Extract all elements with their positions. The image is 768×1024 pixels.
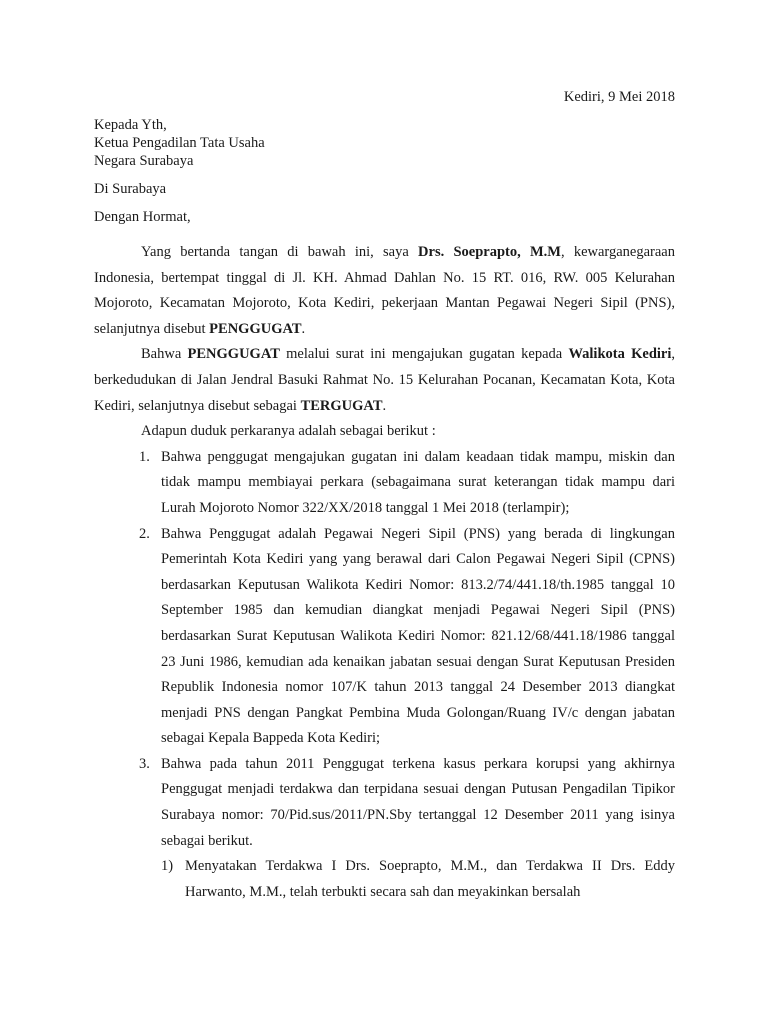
list-item-text: Bahwa penggugat mengajukan gugatan ini dalam keadaan tidak mampu, miskin dan tidak mampu membiayai perkara (sebagaimana surat keterangan tidak mampu dari Lurah Mojoroto Nomor 322/XX/2018 tanggal 1 Mei 2018 (terlampir); xyxy=(161,448,675,516)
recipient-city: Di Surabaya xyxy=(94,181,167,197)
letter-date: Kediri, 9 Mei 2018 xyxy=(563,89,675,105)
letter-body xyxy=(94,240,675,905)
greeting: Dengan Hormat, xyxy=(94,209,191,225)
paragraph-plaintiff xyxy=(94,240,675,342)
recipient-line-3: Negara Surabaya xyxy=(94,153,194,169)
plaintiff-term: PENGGUGAT xyxy=(209,320,302,337)
recipient-line-1: Kepada Yth, xyxy=(94,117,167,133)
list-item xyxy=(94,752,675,854)
para2-text-a: Bahwa xyxy=(141,346,188,363)
plaintiff-name: Drs. Soeprapto, M.M xyxy=(418,244,561,260)
para2-text-c: , berkedudukan di Jalan Jendral Basuki Rahmat No. 15 Kelurahan Pocanan, Kecamatan Kota, Kota Kediri, selanjutnya disebut sebagai xyxy=(94,346,675,414)
para1-text-b: , kewarganegaraan Indonesia, bertempat tinggal di Jl. KH. Ahmad Dahlan No. 15 RT. 016, RW. 005 Kelurahan Mojoroto, Kecamatan Mojoroto, Kota Kediri, pekerjaan Mantan Pegawai Negeri Sipil (PNS), selanjutnya disebut xyxy=(94,244,675,337)
case-intro: Adapun duduk perkaranya adalah sebagai berikut : xyxy=(141,423,436,440)
list-item-text: Bahwa pada tahun 2011 Penggugat terkena kasus perkara korupsi yang akhirnya Penggugat menjadi terdakwa dan terpidana sesuai dengan Putusan Pengadilan Tipikor Surabaya nomor: 70/Pid.sus/2011/PN.Sby tertanggal 12 Desember 2011 yang isinya sebagai berikut. xyxy=(161,755,675,849)
paragraph-defendant xyxy=(94,342,675,419)
para2-text-d: . xyxy=(382,397,387,414)
defendant-name: Walikota Kediri xyxy=(568,346,672,363)
para2-text-b: melalui surat ini mengajukan gugatan kepada xyxy=(279,346,569,363)
para1-text-c: . xyxy=(301,320,306,337)
list-item-text: Bahwa Penggugat adalah Pegawai Negeri Sipil (PNS) yang berada di lingkungan Pemerintah Kota Kediri yang yang berawal dari Calon Pegawai Negeri Sipil (CPNS) berdasarkan Keputusan Walikota Kediri Nomor: 813.2/74/441.18/th.1985 tanggal 10 September 1985 dan kemudian diangkat menjadi Pegawai Negeri Sipil (PNS) berdasarkan Surat Keputusan Walikota Kediri Nomor: 821.12/68/441.18/1986 tanggal 23 Juni 1986, kemudian ada kenaikan jabatan sesuai dengan Surat Keputusan Presiden Republik Indonesia nomor 107/K tahun 2013 tanggal 24 Desember 2013 diangkat menjadi PNS dengan Pangkat Pembina Muda Golongan/Ruang IV/c dengan jabatan sebagai Kepala Bappeda Kota Kediri; xyxy=(161,525,675,747)
plaintiff-term-2: PENGGUGAT xyxy=(187,346,280,363)
sub-list-item-number: 1) xyxy=(161,858,174,875)
list-item-number: 2. xyxy=(139,525,150,542)
para1-text-a: Yang bertanda tangan di bawah ini, saya xyxy=(141,244,419,260)
list-item-number: 3. xyxy=(139,755,150,772)
recipient-address xyxy=(94,116,265,170)
list-item xyxy=(94,522,675,752)
sub-list-item-text: Menyatakan Terdakwa I Drs. Soeprapto, M.M., dan Terdakwa II Drs. Eddy Harwanto, M.M., telah terbukti secara sah dan meyakinkan bersalah xyxy=(185,858,675,900)
list-item-number: 1. xyxy=(139,448,150,465)
sub-list-item xyxy=(94,854,675,905)
list-item xyxy=(94,445,675,522)
recipient-line-2: Ketua Pengadilan Tata Usaha xyxy=(94,135,265,151)
defendant-term: TERGUGAT xyxy=(300,397,383,414)
